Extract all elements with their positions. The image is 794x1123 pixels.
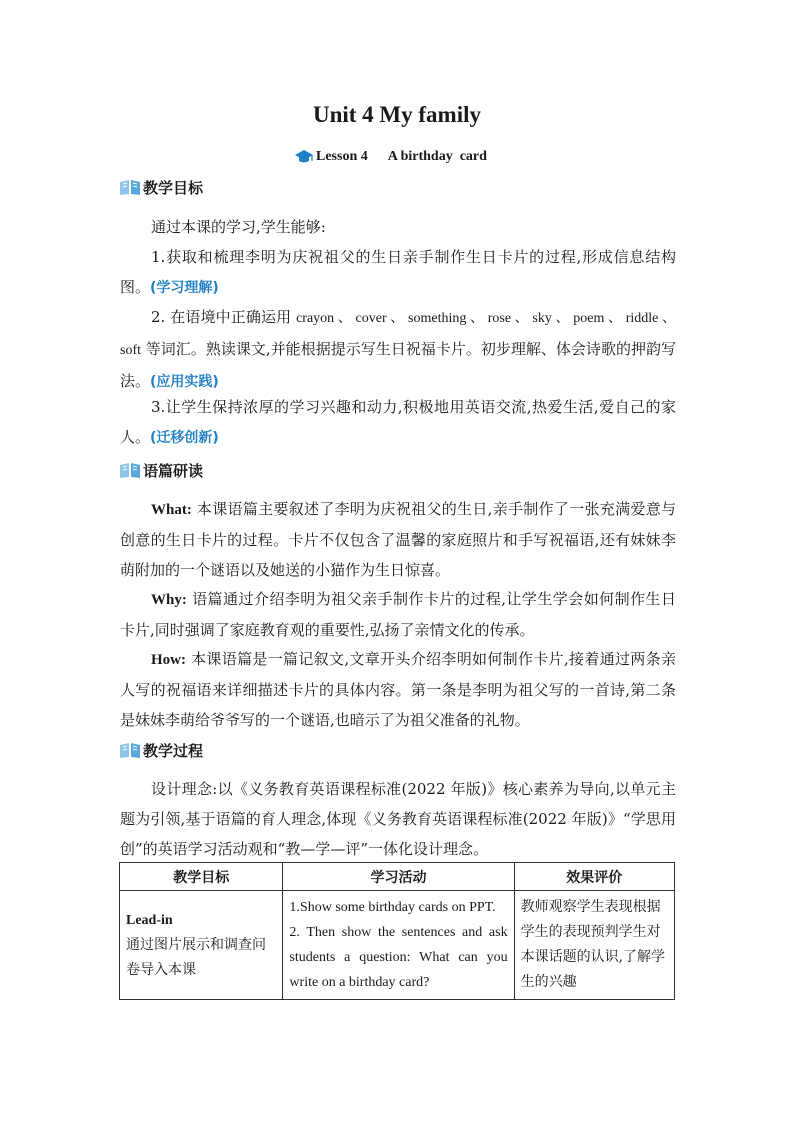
analysis-text: 本课语篇主要叙述了李明为庆祝祖父的生日,亲手制作了一张充满爱意与创意的生日卡片的过程。卡片不仅包含了温馨的家庭照片和手写祝福语,还有妹妹李萌附加的一个谜语以及她送的小猫作为生日惊喜。 (120, 500, 676, 579)
objective-item-1 (120, 242, 676, 303)
objective-tag: (学习理解) (150, 280, 219, 296)
section-title: 教学目标 (143, 178, 204, 197)
section-heading-teaching-process (119, 739, 203, 761)
goal-text: 通过图片展示和调查问卷导入本课 (126, 936, 266, 978)
analysis-why (120, 584, 676, 645)
objective-text: 1.获取和梳理李明为庆祝祖父的生日亲手制作生日卡片的过程,形成信息结构图。 (120, 248, 676, 296)
goal-title: Lead-in (126, 912, 173, 928)
section-title: 教学过程 (143, 741, 204, 760)
objective-text: 3.让学生保持浓厚的学习兴趣和动力,积极地用英语交流,热爱生活,爱自己的家人。 (120, 398, 676, 446)
table-header-row (120, 863, 675, 891)
activity-item: 2. Then show the sentences and ask students a question: What can you write on a birthday card? (289, 925, 508, 990)
design-concept: 设计理念:以《义务教育英语课程标准(2022 年版)》核心素养为导向,以单元主题为引领,基于语篇的育人理念,体现《义务教育英语课程标准(2022 年版)》“学思用创”的英语学习活动观和“教—学—评”一体化设计理念。 (120, 780, 676, 858)
lesson-name: A birthday card (387, 149, 487, 164)
book-icon (119, 461, 141, 479)
lesson-label: Lesson 4 (316, 149, 368, 164)
column-header: 效果评价 (514, 863, 674, 891)
analysis-label: What: (151, 502, 192, 518)
analysis-label: Why: (151, 592, 187, 608)
teaching-table (119, 862, 675, 1000)
column-header: 教学目标 (120, 863, 283, 891)
analysis-text: 本课语篇是一篇记叙文,文章开头介绍李明如何制作卡片,接着通过两条亲人写的祝福语来详细描述卡片的具体内容。第一条是李明为祖父写的一首诗,第二条是妹妹李萌给爷爷写的一个谜语,也暗示了为祖父准备的礼物。 (120, 650, 676, 729)
section-heading-text-analysis (119, 459, 203, 481)
vocabulary-words: crayon 、 cover 、 something 、 rose 、 sky 、 poem 、 riddle 、 soft (120, 311, 676, 358)
activity-cell (283, 891, 514, 1000)
section-title: 语篇研读 (143, 461, 204, 480)
evaluation-cell: 教师观察学生表现根据学生的表现预判学生对本课话题的认识,了解学生的兴趣 (514, 891, 674, 1000)
goal-cell (120, 891, 283, 1000)
analysis-how (120, 644, 676, 735)
column-header: 学习活动 (283, 863, 514, 891)
lesson-heading (294, 147, 487, 167)
table-row (120, 891, 675, 1000)
section-heading-objectives (119, 176, 203, 198)
page-title: Unit 4 My family (312, 102, 481, 127)
analysis-what (120, 494, 676, 585)
objective-item-2 (120, 302, 676, 397)
objective-text: 等词汇。熟读课文,并能根据提示写生日祝福卡片。初步理解、体会诗歌的押韵写法。 (120, 340, 676, 390)
objectives-intro: 通过本课的学习,学生能够: (151, 218, 326, 236)
objective-item-3 (120, 392, 676, 453)
book-icon (119, 178, 141, 196)
activity-item: 1.Show some birthday cards on PPT. (289, 900, 496, 915)
book-icon (119, 741, 141, 759)
graduation-cap-icon (294, 148, 314, 166)
objective-tag: (迁移创新) (150, 430, 219, 446)
objective-text: 2. 在语境中正确运用 (151, 308, 297, 326)
objective-tag: (应用实践) (150, 374, 219, 390)
analysis-text: 语篇通过介绍李明为祖父亲手制作卡片的过程,让学生学会如何制作生日卡片,同时强调了家庭教育观的重要性,弘扬了亲情文化的传承。 (120, 590, 676, 639)
analysis-label: How: (151, 652, 186, 668)
